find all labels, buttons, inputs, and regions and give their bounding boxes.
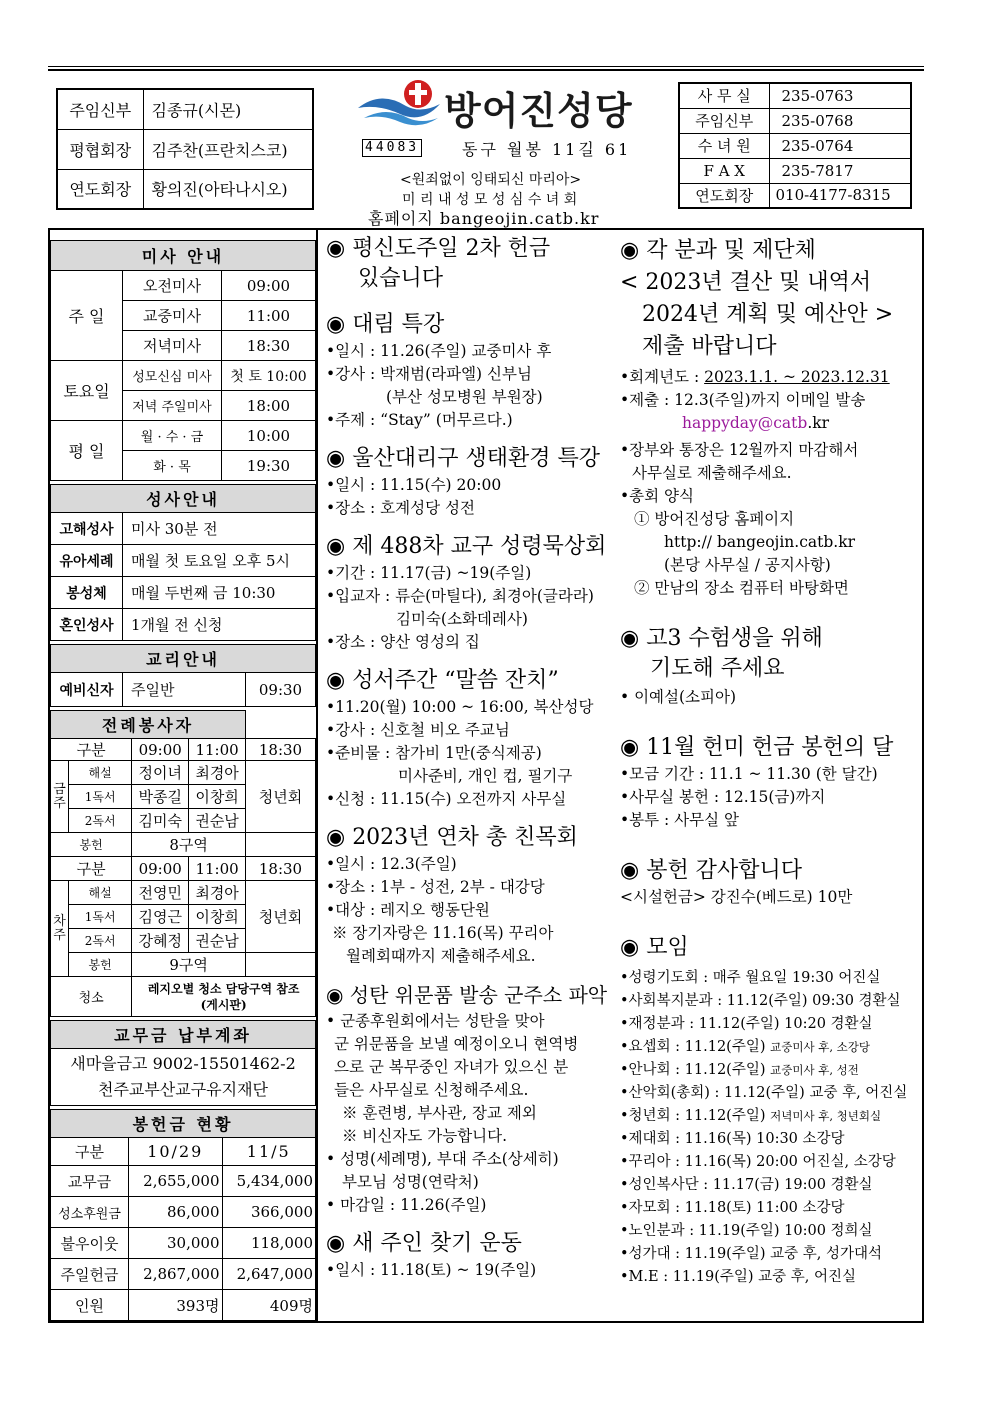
meeting-text: •꾸리아 : 11.16(목) 20:00 어진실, 소강당 <box>620 1154 896 1170</box>
mass-time: 09:00 <box>222 271 316 301</box>
mass-name: 성모신심 미사 <box>123 361 222 391</box>
contact-phone: 235-0763 <box>769 83 911 108</box>
notice-line: ※ 비신자도 가능합니다. <box>342 1127 508 1145</box>
notice-line: ※ 훈련병, 부사관, 장교 제외 <box>342 1104 537 1122</box>
server-evening: 청년회 <box>246 761 316 833</box>
officer-name: 김주찬(프란치스코) <box>143 129 313 169</box>
server-name: 김영근 <box>132 905 189 929</box>
email-user: happyday@catb <box>682 414 808 432</box>
motto: <원죄없이 잉태되신 마리아> <box>400 172 582 188</box>
notice-heading-cont: < 2023년 결산 및 내역서 <box>620 270 872 295</box>
meeting-text: •노인분과 : 11.19(주일) 10:00 정희실 <box>620 1223 873 1239</box>
sacrament-table <box>50 484 316 641</box>
sacrament-info: 미사 30분 전 <box>123 513 316 545</box>
meeting-text: •안나회 : 11.12(주일) <box>620 1062 771 1078</box>
homepage[interactable]: 홈페이지 bangeojin.catb.kr <box>368 209 600 228</box>
notice-line: •11.20(월) 10:00 ~ 16:00, 복산성당 <box>326 698 594 716</box>
contact-phone: 010-4177-8315 <box>769 183 911 208</box>
meeting-item <box>620 1105 918 1128</box>
server-role: 2독서 <box>69 809 132 833</box>
notice-line: 들은 사무실로 신청해주세요. <box>334 1081 529 1099</box>
server-role: 해설 <box>69 881 132 905</box>
offering-value: 393명 <box>129 1290 223 1321</box>
notice-line: •주제 : “Stay” (머무르다.) <box>326 411 513 429</box>
mass-time: 10:00 <box>222 421 316 451</box>
address: 동구 월봉 11길 61 <box>462 140 632 159</box>
servers-table <box>50 710 316 1017</box>
contact-phone: 235-7817 <box>769 158 911 183</box>
notice-line: •장소 : 1부 - 성전, 2부 - 대강당 <box>326 878 545 896</box>
doctrine-label: 예비신자 <box>51 673 123 707</box>
sacrament-name: 봉성체 <box>51 577 123 609</box>
meeting-text: •요셉회 : 11.12(주일) <box>620 1039 771 1055</box>
server-name: 최경아 <box>189 761 246 785</box>
offering-value: 30,000 <box>129 1228 223 1259</box>
meeting-item <box>620 990 918 1013</box>
account-line: 천주교부산교구유지재단 <box>97 1080 269 1099</box>
middle-column <box>326 234 611 1282</box>
left-divider <box>316 228 318 1323</box>
offering-label: 주일헌금 <box>51 1259 129 1290</box>
server-evening: 청년회 <box>246 881 316 953</box>
mass-name: 저녁 주일미사 <box>123 391 222 421</box>
officer-name: 김종규(시몬) <box>143 89 313 129</box>
meeting-item <box>620 1059 918 1082</box>
server-name: 이창희 <box>189 905 246 929</box>
mass-time: 19:30 <box>222 451 316 481</box>
notice-line: 김미숙(소화데레사) <box>396 610 528 628</box>
offering-label: 불우이웃 <box>51 1228 129 1259</box>
mass-name: 저녁미사 <box>123 331 222 361</box>
left-column <box>50 240 316 1321</box>
offering-value: 2,647,000 <box>222 1259 316 1290</box>
servers-time: 18:30 <box>246 857 316 881</box>
offering-value: 86,000 <box>129 1197 223 1228</box>
top-rule <box>48 66 924 71</box>
notice-line: (본당 사무실 / 공지사항) <box>664 556 831 574</box>
church-title: 방어진성당 <box>444 89 633 133</box>
server-role: 봉헌 <box>69 953 132 977</box>
offering-title: 봉헌금 현황 <box>51 1110 316 1138</box>
meeting-text: •사회복지분과 : 11.12(주일) 09:30 경환실 <box>620 993 901 1009</box>
notice-line: •신청 : 11.15(수) 오전까지 사무실 <box>326 790 567 808</box>
meeting-text: •성인복사단 : 11.17(금) 19:00 경환실 <box>620 1177 873 1193</box>
notice-line: 월례회때까지 제출해주세요. <box>346 947 536 965</box>
notice-line: •제출 : 12.3(주일)까지 이메일 발송 <box>620 391 866 409</box>
clean-line: 레지오별 청소 담당구역 참조 <box>147 981 300 996</box>
account-info <box>51 1049 316 1106</box>
meeting-item <box>620 1151 918 1174</box>
notice-line: •강사 : 신호철 비오 주교님 <box>326 721 510 739</box>
week2-label: 차주 <box>51 881 69 977</box>
server-name: 강혜정 <box>132 929 189 953</box>
week1-label: 금주 <box>51 761 69 833</box>
notice-line[interactable]: http:// bangeojin.catb.kr <box>664 533 856 551</box>
sacrament-name: 유아세례 <box>51 545 123 577</box>
meeting-item <box>620 1243 918 1266</box>
mass-name: 월 · 수 · 금 <box>123 421 222 451</box>
server-role: 해설 <box>69 761 132 785</box>
notice-heading: ◉ 대림 특강 <box>326 312 445 337</box>
notice-line: • 마감일 : 11.26(주일) <box>326 1196 487 1214</box>
notice-heading: ◉ 제 488차 교구 성령묵상회 <box>326 534 607 559</box>
mass-time: 18:00 <box>222 391 316 421</box>
right-column <box>620 236 918 1289</box>
notice-line: 군 위문품을 보낼 예정이오니 현역병 <box>334 1035 579 1053</box>
offering-header: 11/5 <box>222 1138 316 1166</box>
notice-line: 미사준비, 개인 컵, 필기구 <box>398 767 573 785</box>
notice-heading: ◉ 울산대리구 생태환경 특강 <box>326 446 600 471</box>
email-dot: . <box>807 414 813 432</box>
officer-role: 평협회장 <box>57 129 143 169</box>
mass-time: 11:00 <box>222 301 316 331</box>
doctrine-value: 주일반 <box>123 673 246 707</box>
notice-text: •회계년도 : <box>620 368 705 386</box>
meeting-text: •M.E : 11.19(주일) 교중 후, 어진실 <box>620 1269 857 1285</box>
server-name: 전영민 <box>132 881 189 905</box>
mass-name: 화 · 목 <box>123 451 222 481</box>
contact-role: 주임신부 <box>679 108 769 133</box>
notice-heading: ◉ 각 분과 및 제단체 <box>620 238 816 263</box>
mass-table <box>50 240 316 481</box>
contact-role: 연도회장 <box>679 183 769 208</box>
notice-heading: ◉ 모임 <box>620 935 689 960</box>
meeting-note: 교중미사 후, 성전 <box>770 1063 859 1077</box>
offering-header: 10/29 <box>129 1138 223 1166</box>
notice-line: 부모님 성명(연락처) <box>342 1173 479 1191</box>
notice-line: •입교자 : 류순(마틸다), 최경아(글라라) <box>326 587 594 605</box>
notice-line: •일시 : 11.18(토) ~ 19(주일) <box>326 1261 537 1279</box>
postcode: 44083 <box>362 139 422 157</box>
fiscal-year: 2023.1.1. ~ 2023.12.31 <box>704 368 890 386</box>
meeting-item <box>620 1013 918 1036</box>
offering-value: 5,434,000 <box>222 1166 316 1197</box>
notice-heading-cont: 있습니다 <box>358 266 444 291</box>
server-name: 정이녀 <box>132 761 189 785</box>
mass-title: 미사 안내 <box>51 241 316 271</box>
offering-value: 118,000 <box>222 1228 316 1259</box>
notice-heading: ◉ 평신도주일 2차 헌금 <box>326 236 551 261</box>
notice-line: •장소 : 호계성당 성전 <box>326 499 475 517</box>
notice-line: •일시 : 12.3(주일) <box>326 855 457 873</box>
meeting-note: 저녁미사 후, 청년회실 <box>770 1109 882 1123</box>
notice-heading: ◉ 2023년 연차 총 친목회 <box>326 825 578 850</box>
server-name: 박종길 <box>132 785 189 809</box>
sunday-label: 주 일 <box>51 271 123 361</box>
notice-line: <시설헌금> 강진수(베드로) 10만 <box>620 888 853 906</box>
doctrine-table <box>50 644 316 707</box>
officer-name: 황의진(아타나시오) <box>143 169 313 209</box>
meeting-item <box>620 967 918 990</box>
offering-table <box>50 1109 316 1321</box>
server-name: 최경아 <box>189 881 246 905</box>
mass-time: 18:30 <box>222 331 316 361</box>
notice-line: •대상 : 레지오 행동단원 <box>326 901 490 919</box>
meeting-text: •산악회(총회) : 11.12(주일) 교중 후, 어진실 <box>620 1085 908 1101</box>
notice-heading-cont: 기도해 주세요 <box>650 656 785 681</box>
email[interactable] <box>620 412 918 435</box>
notice-line: ※ 장기자랑은 11.16(목) 꾸리아 <box>332 924 554 942</box>
offering-label: 교무금 <box>51 1166 129 1197</box>
servers-time: 18:30 <box>246 739 316 761</box>
notice-line: •장소 : 양산 영성의 집 <box>326 633 480 651</box>
account-table <box>50 1020 316 1106</box>
meeting-text: •제대회 : 11.16(목) 10:30 소강당 <box>620 1131 845 1147</box>
email-tld: kr <box>812 414 830 432</box>
clean-line: (게시판) <box>200 997 247 1012</box>
notice-heading: ◉ 성탄 위문품 발송 군주소 파악 <box>326 983 608 1007</box>
notice-line: (부산 성모병원 부원장) <box>386 388 543 406</box>
server-name: 권순남 <box>189 809 246 833</box>
notice-line: • 성명(세례명), 부대 주소(상세히) <box>326 1150 559 1168</box>
meeting-text: •자모회 : 11.18(토) 11:00 소강당 <box>620 1200 845 1216</box>
contacts-table <box>678 82 912 209</box>
offering-label: 인원 <box>51 1290 129 1321</box>
meeting-note: 교중미사 후, 소강당 <box>770 1040 870 1054</box>
server-offer: 8구역 <box>132 833 246 857</box>
sisters: 미 리 내 성 모 성 심 수 녀 회 <box>402 192 578 208</box>
notice-heading: ◉ 새 주인 찾기 운동 <box>326 1231 522 1256</box>
sacrament-name: 고해성사 <box>51 513 123 545</box>
notice-heading: ◉ 성서주간 “말씀 잔치” <box>326 668 559 693</box>
server-name: 이창희 <box>189 785 246 809</box>
officer-role: 주임신부 <box>57 89 143 129</box>
officers-table <box>56 88 314 210</box>
meetings-list <box>620 967 918 1289</box>
doctrine-title: 교리안내 <box>51 645 316 673</box>
contact-phone: 235-0768 <box>769 108 911 133</box>
meeting-text: •성가대 : 11.19(주일) 교중 후, 성가대석 <box>620 1246 883 1262</box>
server-name: 김미숙 <box>132 809 189 833</box>
clean-label: 청소 <box>51 977 132 1017</box>
meeting-item <box>620 1266 918 1289</box>
offering-value: 2,867,000 <box>129 1259 223 1290</box>
server-role: 1독서 <box>69 905 132 929</box>
sacrament-name: 혼인성사 <box>51 609 123 641</box>
notice-line: •강사 : 박재범(라파엘) 신부님 <box>326 365 532 383</box>
notice-line: 으로 군 복무중인 자녀가 있으신 분 <box>334 1058 569 1076</box>
officer-role: 연도회장 <box>57 169 143 209</box>
contact-role: F A X <box>679 158 769 183</box>
notice-line: •기간 : 11.17(금) ~19(주일) <box>326 564 532 582</box>
meeting-text: •재정분과 : 11.12(주일) 10:20 경환실 <box>620 1016 873 1032</box>
meeting-item <box>620 1128 918 1151</box>
meeting-item <box>620 1220 918 1243</box>
servers-time: 09:00 <box>132 739 189 761</box>
meeting-item <box>620 1036 918 1059</box>
notice-line: •일시 : 11.15(수) 20:00 <box>326 476 502 494</box>
account-title: 교무금 납부계좌 <box>51 1021 316 1049</box>
servers-time: 09:00 <box>132 857 189 881</box>
notice-line: •사무실 봉헌 : 12.15(금)까지 <box>620 788 826 806</box>
meeting-item <box>620 1082 918 1105</box>
meeting-item <box>620 1197 918 1220</box>
notice-line <box>620 366 918 389</box>
doctrine-time: 09:30 <box>246 673 316 707</box>
server-role: 봉헌 <box>51 833 132 857</box>
contact-phone: 235-0764 <box>769 133 911 158</box>
church-logo <box>356 78 442 128</box>
notice-line: •총회 양식 <box>620 487 694 505</box>
server-role: 1독서 <box>69 785 132 809</box>
mass-name: 오전미사 <box>123 271 222 301</box>
notice-heading-cont: 제출 바랍니다 <box>642 334 777 359</box>
offering-value: 2,655,000 <box>129 1166 223 1197</box>
meeting-item <box>620 1174 918 1197</box>
notice-line: • 군종후원회에서는 성탄을 맞아 <box>326 1012 545 1030</box>
account-line: 새마을금고 9002-15501462-2 <box>70 1054 296 1073</box>
notice-line: ② 만남의 장소 컴퓨터 바탕화면 <box>634 579 849 597</box>
notice-line: •준비물 : 참가비 1만(중식제공) <box>326 744 542 762</box>
sacrament-info: 매월 두번째 금 10:30 <box>123 577 316 609</box>
meeting-text: •청년회 : 11.12(주일) <box>620 1108 771 1124</box>
offering-label: 성소후원금 <box>51 1197 129 1228</box>
sat-label: 토요일 <box>51 361 123 421</box>
notice-line: •봉투 : 사무실 앞 <box>620 811 739 829</box>
notice-line: • 이예설(소피아) <box>620 688 737 706</box>
server-name: 권순남 <box>189 929 246 953</box>
offering-value: 409명 <box>222 1290 316 1321</box>
offering-header: 구분 <box>51 1138 129 1166</box>
notice-heading: ◉ 봉헌 감사합니다 <box>620 858 802 883</box>
servers-col: 구분 <box>51 739 132 761</box>
week-label: 평 일 <box>51 421 123 481</box>
notice-line: •장부와 통장은 12월까지 마감해서 <box>620 441 859 459</box>
contact-role: 사 무 실 <box>679 83 769 108</box>
sacrament-title: 성사안내 <box>51 485 316 513</box>
notice-heading: ◉ 11월 헌미 헌금 봉헌의 달 <box>620 735 894 760</box>
clean-info <box>132 977 316 1017</box>
sacrament-info: 1개월 전 신청 <box>123 609 316 641</box>
sacrament-info: 매월 첫 토요일 오후 5시 <box>123 545 316 577</box>
servers-time: 11:00 <box>189 857 246 881</box>
mass-name: 교중미사 <box>123 301 222 331</box>
servers-col: 구분 <box>51 857 132 881</box>
server-offer: 9구역 <box>132 953 246 977</box>
notice-line: 사무실로 제출해주세요. <box>632 464 792 482</box>
servers-time: 11:00 <box>189 739 246 761</box>
contact-role: 수 녀 원 <box>679 133 769 158</box>
notice-line: •일시 : 11.26(주일) 교중미사 후 <box>326 342 552 360</box>
offering-value: 366,000 <box>222 1197 316 1228</box>
mass-time: 첫 토 10:00 <box>222 361 316 391</box>
notice-heading-cont: 2024년 계획 및 예산안 > <box>642 302 894 327</box>
servers-title: 전례봉사자 <box>51 711 246 739</box>
notice-heading: ◉ 고3 수험생을 위해 <box>620 626 823 651</box>
meeting-text: •성령기도회 : 매주 월요일 19:30 어진실 <box>620 970 881 986</box>
server-role: 2독서 <box>69 929 132 953</box>
notice-line: •모금 기간 : 11.1 ~ 11.30 (한 달간) <box>620 765 878 783</box>
notice-line: ① 방어진성당 홈페이지 <box>634 510 795 528</box>
